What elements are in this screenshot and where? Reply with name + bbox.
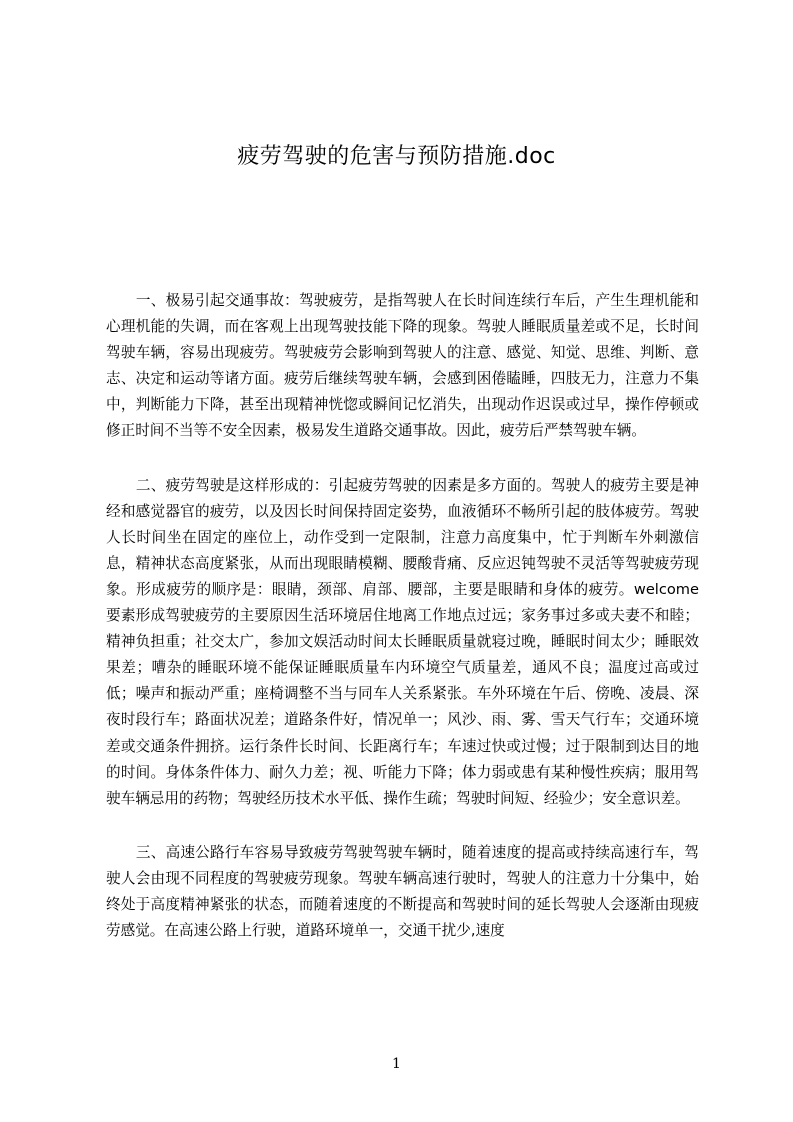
paragraph-2: 二、疲劳驾驶是这样形成的：引起疲劳驾驶的因素是多方面的。驾驶人的疲劳主要是神经和感觉器官的疲劳，以及因长时间保持固定姿势，血液循环不畅所引起的肢体疲劳。驾驶人长时间坐在固定的座位上，动作受到一定限制，注意力高度集中，忙于判断车外刺激信息，精神状态高度紧张，从而出现眼睛模糊、腰酸背痛、反应迟钝驾驶不灵活等驾驶疲劳现象。形成疲劳的顺序是：眼睛，颈部、肩部、腰部，主要是眼睛和身体的疲劳。welcome 要素形成驾驶疲劳的主要原因生活环境居住地离工作地点过远；家务事过多或夫妻不和睦；精神负担重；社交太广，参加文娱活动时间太长睡眠质量就寝过晚，睡眠时间太少；睡眠效果差；嘈杂的睡眠环境不能保证睡眠质量车内环境空气质量差，通风不良；温度过高或过低；噪声和振动严重；座椅调整不当与同车人关系紧张。车外环境在午后、傍晚、凌晨、深夜时段行车；路面状况差；道路条件好，情况单一；风沙、雨、雾、雪天气行车；交通环境差或交通条件拥挤。运行条件长时间、长距离行车；车速过快或过慢；过于限制到达目的地的时间。身体条件体力、耐久力差；视、听能力下降；体力弱或患有某种慢性疾病；服用驾驶车辆忌用的药物；驾驶经历技术水平低、操作生疏；驾驶时间短、经验少；安全意识差。 [106, 476, 699, 807]
page-number: 1 [392, 1056, 401, 1072]
paragraph-1: 一、极易引起交通事故：驾驶疲劳，是指驾驶人在长时间连续行车后，产生生理机能和心理机能的失调，而在客观上出现驾驶技能下降的现象。驾驶人睡眠质量差或不足，长时间驾驶车辆，容易出现疲劳。驾驶疲劳会影响到驾驶人的注意、感觉、知觉、思维、判断、意志、决定和运动等诸方面。疲劳后继续驾驶车辆，会感到困倦瞌睡，四肢无力，注意力不集中，判断能力下降，甚至出现精神恍惚或瞬间记忆消失，出现动作迟误或过早，操作停顿或修正时间不当等不安全因素，极易发生道路交通事故。因此，疲劳后严禁驾驶车辆。 [106, 292, 699, 440]
document-body [106, 288, 699, 972]
paragraph-3: 三、高速公路行车容易导致疲劳驾驶驾驶车辆时，随着速度的提高或持续高速行车，驾驶人会由现不同程度的驾驶疲劳现象。驾驶车辆高速行驶时，驾驶人的注意力十分集中，始终处于高度精神紧张的状态，而随着速度的不断提高和驾驶时间的延长驾驶人会逐渐由现疲劳感觉。在高速公路上行驶，道路环境单一，交通干扰少,速度 [106, 843, 699, 940]
document-title: 疲劳驾驶的危害与预防措施.doc [237, 144, 556, 169]
